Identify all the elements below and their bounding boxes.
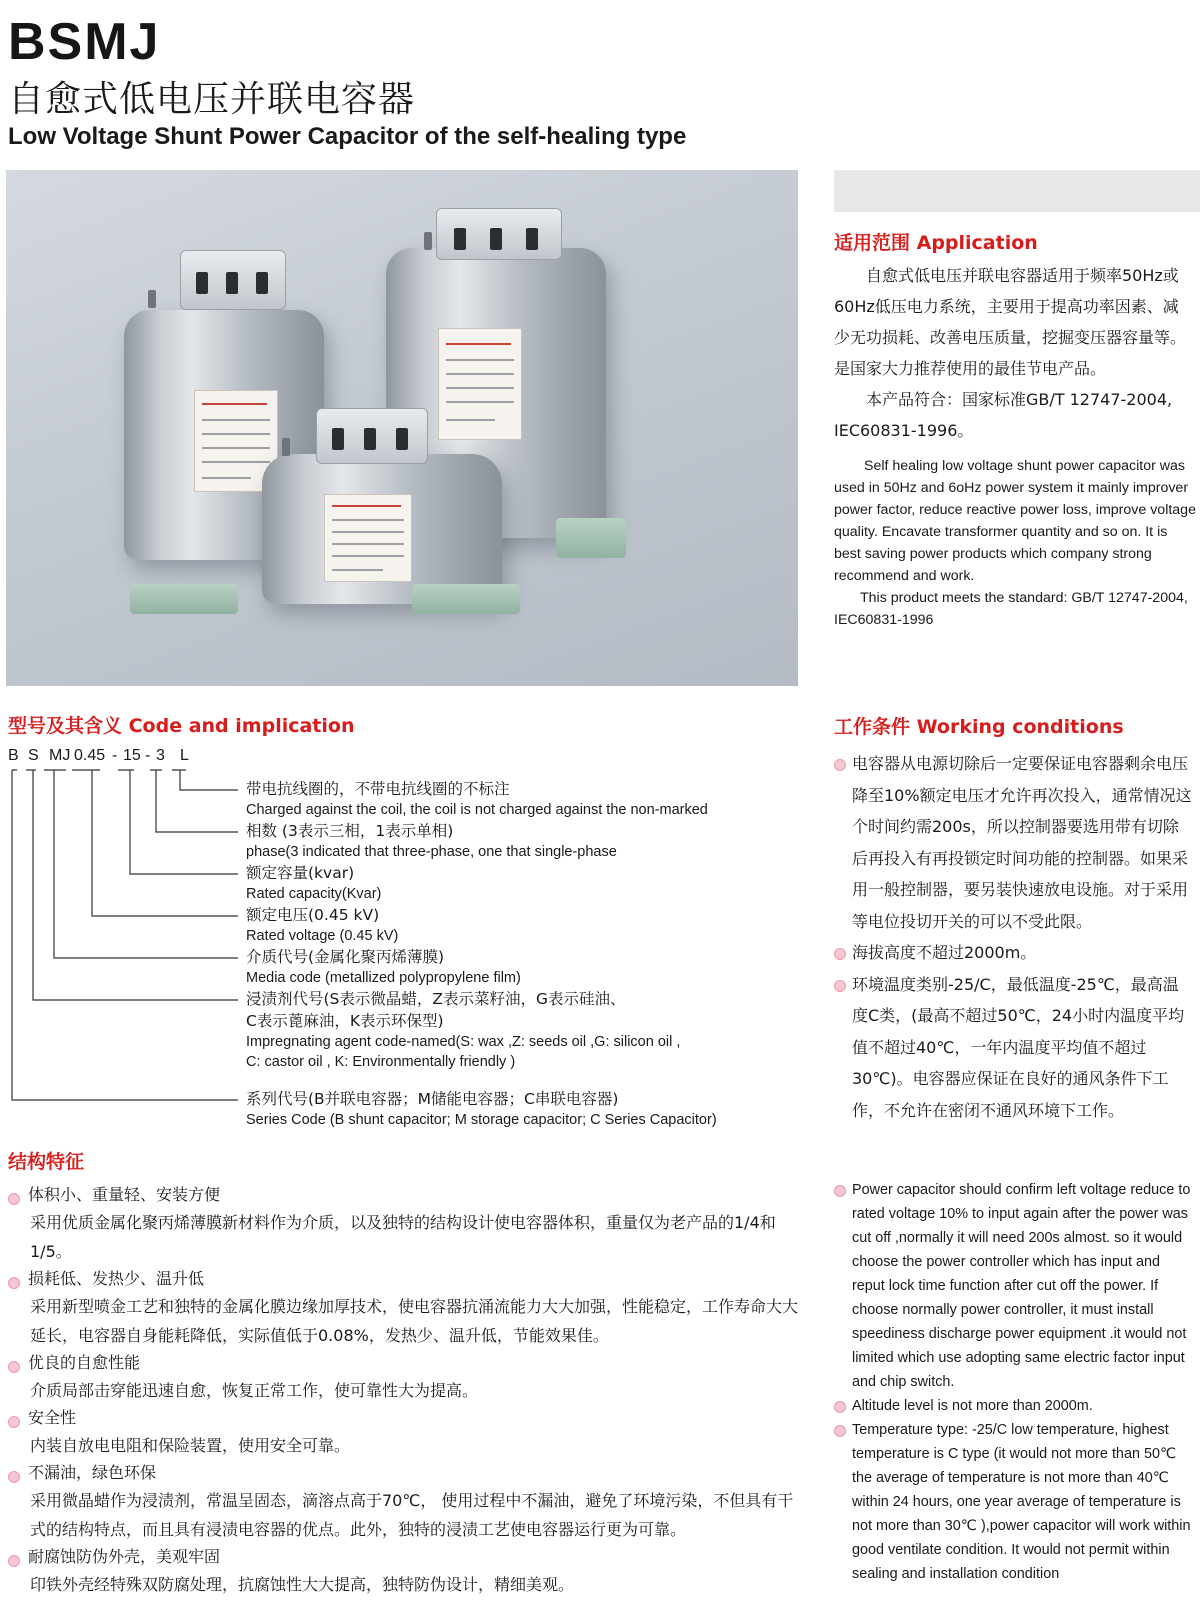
structure-item (8, 1266, 798, 1350)
working-cn-item-text: 环境温度类别-25/C，最低温度-25℃，最高温度C类，(最高不超过50℃，24小时内温度平均值不超过40℃，一年内温度平均值不超过30℃)。电容器应保证在良好的通风条件下工作，不允许在密闭不通风环境下工作。 (852, 974, 1185, 1120)
structure-item (8, 1544, 798, 1599)
code-item-capacity-cn: 额定容量(kvar) (246, 864, 355, 882)
code-char-b: B (8, 747, 19, 764)
structure-item (8, 1460, 798, 1544)
code-item-impregnant-cn-2: C表示蓖麻油，K表示环保型) (246, 1012, 444, 1030)
code-item-phase-cn: 相数 (3表示三相，1表示单相) (246, 822, 454, 840)
structure-item-title: 体积小、重量轻、安装方便 (28, 1185, 221, 1204)
code-dash-2: - (145, 747, 151, 764)
application-en-paragraph-1: Self healing low voltage shunt power capacitor was used in 50Hz and 6oHz power system it mainly improver power factor, reduce reactive power loss, improve voltage quality. Encavate transformer quantity and so on. It is best saving power products which company strong recommend and work. (834, 458, 1196, 584)
structure-item-desc: 介质局部击穿能迅速自愈，恢复正常工作，使可靠性大为提高。 (30, 1381, 479, 1400)
structure-item-title: 安全性 (28, 1408, 77, 1427)
model-code: BSMJ (8, 13, 161, 71)
working-en-item (834, 1394, 1196, 1418)
code-item-series (246, 1088, 717, 1130)
code-item-media (246, 946, 521, 988)
bullet-icon (834, 980, 846, 992)
working-en-item-text: Temperature type: -25/C low temperature, highest temperature is C type (it would not more than 50℃ the average of temperature is not more than 40℃ within 24 hours, one year average of temperature is not more than 30℃ ),power capacitor will work within good ventilate condition. It would not permit within sealing and installation condition (852, 1422, 1191, 1582)
decorative-gray-bar (834, 170, 1200, 212)
bullet-icon (834, 759, 846, 771)
code-char-voltage: 0.45 (74, 747, 106, 764)
application-cn-paragraph-2: 本产品符合：国家标准GB/T 12747-2004, IEC60831-1996。 (834, 390, 1173, 440)
product-title-en: Low Voltage Shunt Power Capacitor of the self-healing type (8, 123, 687, 150)
code-item-impregnant-en-2: C: castor oil , K: Environmentally friendly ) (246, 1054, 516, 1070)
structure-item (8, 1405, 798, 1460)
bullet-icon (834, 1185, 846, 1197)
code-item-media-cn: 介质代号(金属化聚丙烯薄膜) (246, 948, 445, 966)
working-cn-item-text: 海拔高度不超过2000m。 (852, 943, 1037, 962)
working-cn-item (834, 969, 1194, 1127)
bullet-icon (834, 1401, 846, 1413)
capacitor-small (262, 408, 512, 658)
working-cn-item-text: 电容器从电源切除后一定要保证电容器剩余电压降至10%额定电压才允许再次投入，通常情况这个时间约需200s，所以控制器要选用带有切除后再投入有再投锁定时间功能的控制器。如果采用一般控制器，要另装快速放电设施。对于采用等电位投切开关的可以不受此限。 (852, 754, 1192, 931)
structure-item-title: 不漏油，绿色环保 (28, 1463, 157, 1482)
structure-item-title: 损耗低、发热少、温升低 (28, 1269, 205, 1288)
working-conditions-en (834, 1178, 1196, 1586)
working-en-item-text: Power capacitor should confirm left voltage reduce to rated voltage 10% to input again after the power was cut off ,normally it will need 200s almost. so it would choose the power controller which has input and reput lock time function after cut off the power. If choose normally power controller, it must install speediness discharge power equipment .it would not limited which use adopting same electric factor input and chip switch. (852, 1182, 1191, 1390)
structure-item-desc: 印铁外壳经特殊双防腐处理，抗腐蚀性大大提高，独特防伪设计，精细美观。 (30, 1575, 575, 1594)
code-item-impregnant (246, 988, 680, 1072)
code-item-voltage-en: Rated voltage (0.45 kV) (246, 928, 399, 944)
code-item-capacity-en: Rated capacity(Kvar) (246, 886, 382, 902)
bullet-icon (8, 1555, 20, 1567)
working-conditions-heading: 工作条件 Working conditions (834, 716, 1124, 738)
structure-list (8, 1182, 798, 1599)
code-char-s: S (28, 747, 39, 764)
application-en-paragraph-2: This product meets the standard: GB/T 12747-2004, IEC60831-1996 (834, 590, 1188, 628)
code-char-phase: 3 (156, 747, 165, 764)
working-cn-item (834, 748, 1194, 937)
application-heading: 适用范围 Application (834, 232, 1038, 254)
code-dash-1: - (112, 747, 118, 764)
product-photo (6, 170, 798, 686)
product-title-cn: 自愈式低电压并联电容器 (8, 79, 416, 120)
bullet-icon (8, 1193, 20, 1205)
application-cn-paragraph-1: 自愈式低电压并联电容器适用于频率50Hz或60Hz低压电力系统，主要用于提高功率因素、减少无功损耗、改善电压质量，挖掘变压器容量等。是国家大力推荐使用的最佳节电产品。 (834, 266, 1187, 378)
code-char-l: L (180, 747, 189, 764)
structure-item-desc: 采用优质金属化聚丙烯薄膜新材料作为介质，以及独特的结构设计使电容器体积，重量仅为老产品的1/4和1/5。 (30, 1213, 776, 1261)
structure-item (8, 1182, 798, 1266)
structure-item-title: 优良的自愈性能 (28, 1353, 141, 1372)
bullet-icon (8, 1416, 20, 1428)
bullet-icon (834, 1425, 846, 1437)
working-en-item-text: Altitude level is not more than 2000m. (852, 1398, 1093, 1414)
working-conditions-cn (834, 748, 1194, 1126)
code-item-series-en: Series Code (B shunt capacitor; M storage capacitor; C Series Capacitor) (246, 1112, 717, 1128)
working-en-item (834, 1418, 1196, 1586)
code-item-series-cn: 系列代号(B并联电容器；M储能电容器；C串联电容器) (246, 1090, 619, 1108)
code-char-mj: MJ (49, 747, 71, 764)
structure-item-desc: 采用新型喷金工艺和独特的金属化膜边缘加厚技术，使电容器抗涌流能力大大加强，性能稳定，工作寿命大大延长，电容器自身能耗降低，实际值低于0.08%，发热少、温升低，节能效果佳。 (30, 1297, 799, 1345)
working-cn-item (834, 937, 1194, 969)
application-text-en (834, 455, 1196, 631)
code-item-capacity (246, 862, 381, 904)
working-en-item (834, 1178, 1196, 1394)
code-item-reactor-cn: 带电抗线圈的，不带电抗线圈的不标注 (246, 780, 510, 798)
bullet-icon (8, 1471, 20, 1483)
structure-item-desc: 内装自放电电阻和保险装置，使用安全可靠。 (30, 1436, 351, 1455)
code-item-reactor-en: Charged against the coil, the coil is not charged against the non-marked (246, 802, 708, 818)
code-item-phase-en: phase(3 indicated that three-phase, one that single-phase (246, 844, 617, 860)
structure-item-desc: 采用微晶蜡作为浸渍剂，常温呈固态，滴溶点高于70℃， 使用过程中不漏油，避免了环境污染，不但具有干式的结构特点，而且具有浸渍电容器的优点。此外，独特的浸渍工艺使电容器运行更为可靠。 (30, 1491, 794, 1539)
code-heading: 型号及其含义 Code and implication (8, 715, 355, 737)
bullet-icon (834, 948, 846, 960)
application-text-cn (834, 260, 1194, 446)
structure-item (8, 1350, 798, 1405)
bullet-icon (8, 1277, 20, 1289)
code-item-reactor (246, 778, 708, 820)
code-item-media-en: Media code (metallized polypropylene film) (246, 970, 521, 986)
bullet-icon (8, 1361, 20, 1373)
code-item-phase (246, 820, 617, 862)
structure-heading: 结构特征 (8, 1151, 85, 1173)
structure-item-title: 耐腐蚀防伪外壳，美观牢固 (28, 1547, 221, 1566)
code-item-voltage (246, 904, 398, 946)
code-item-impregnant-cn: 浸渍剂代号(S表示微晶蜡，Z表示菜籽油，G表示硅油、 (246, 990, 626, 1008)
code-item-voltage-cn: 额定电压(0.45 kV) (246, 906, 380, 924)
code-item-impregnant-en: Impregnating agent code-named(S: wax ,Z: seeds oil ,G: silicon oil , (246, 1034, 681, 1050)
code-char-capacity: 15 (123, 747, 141, 764)
